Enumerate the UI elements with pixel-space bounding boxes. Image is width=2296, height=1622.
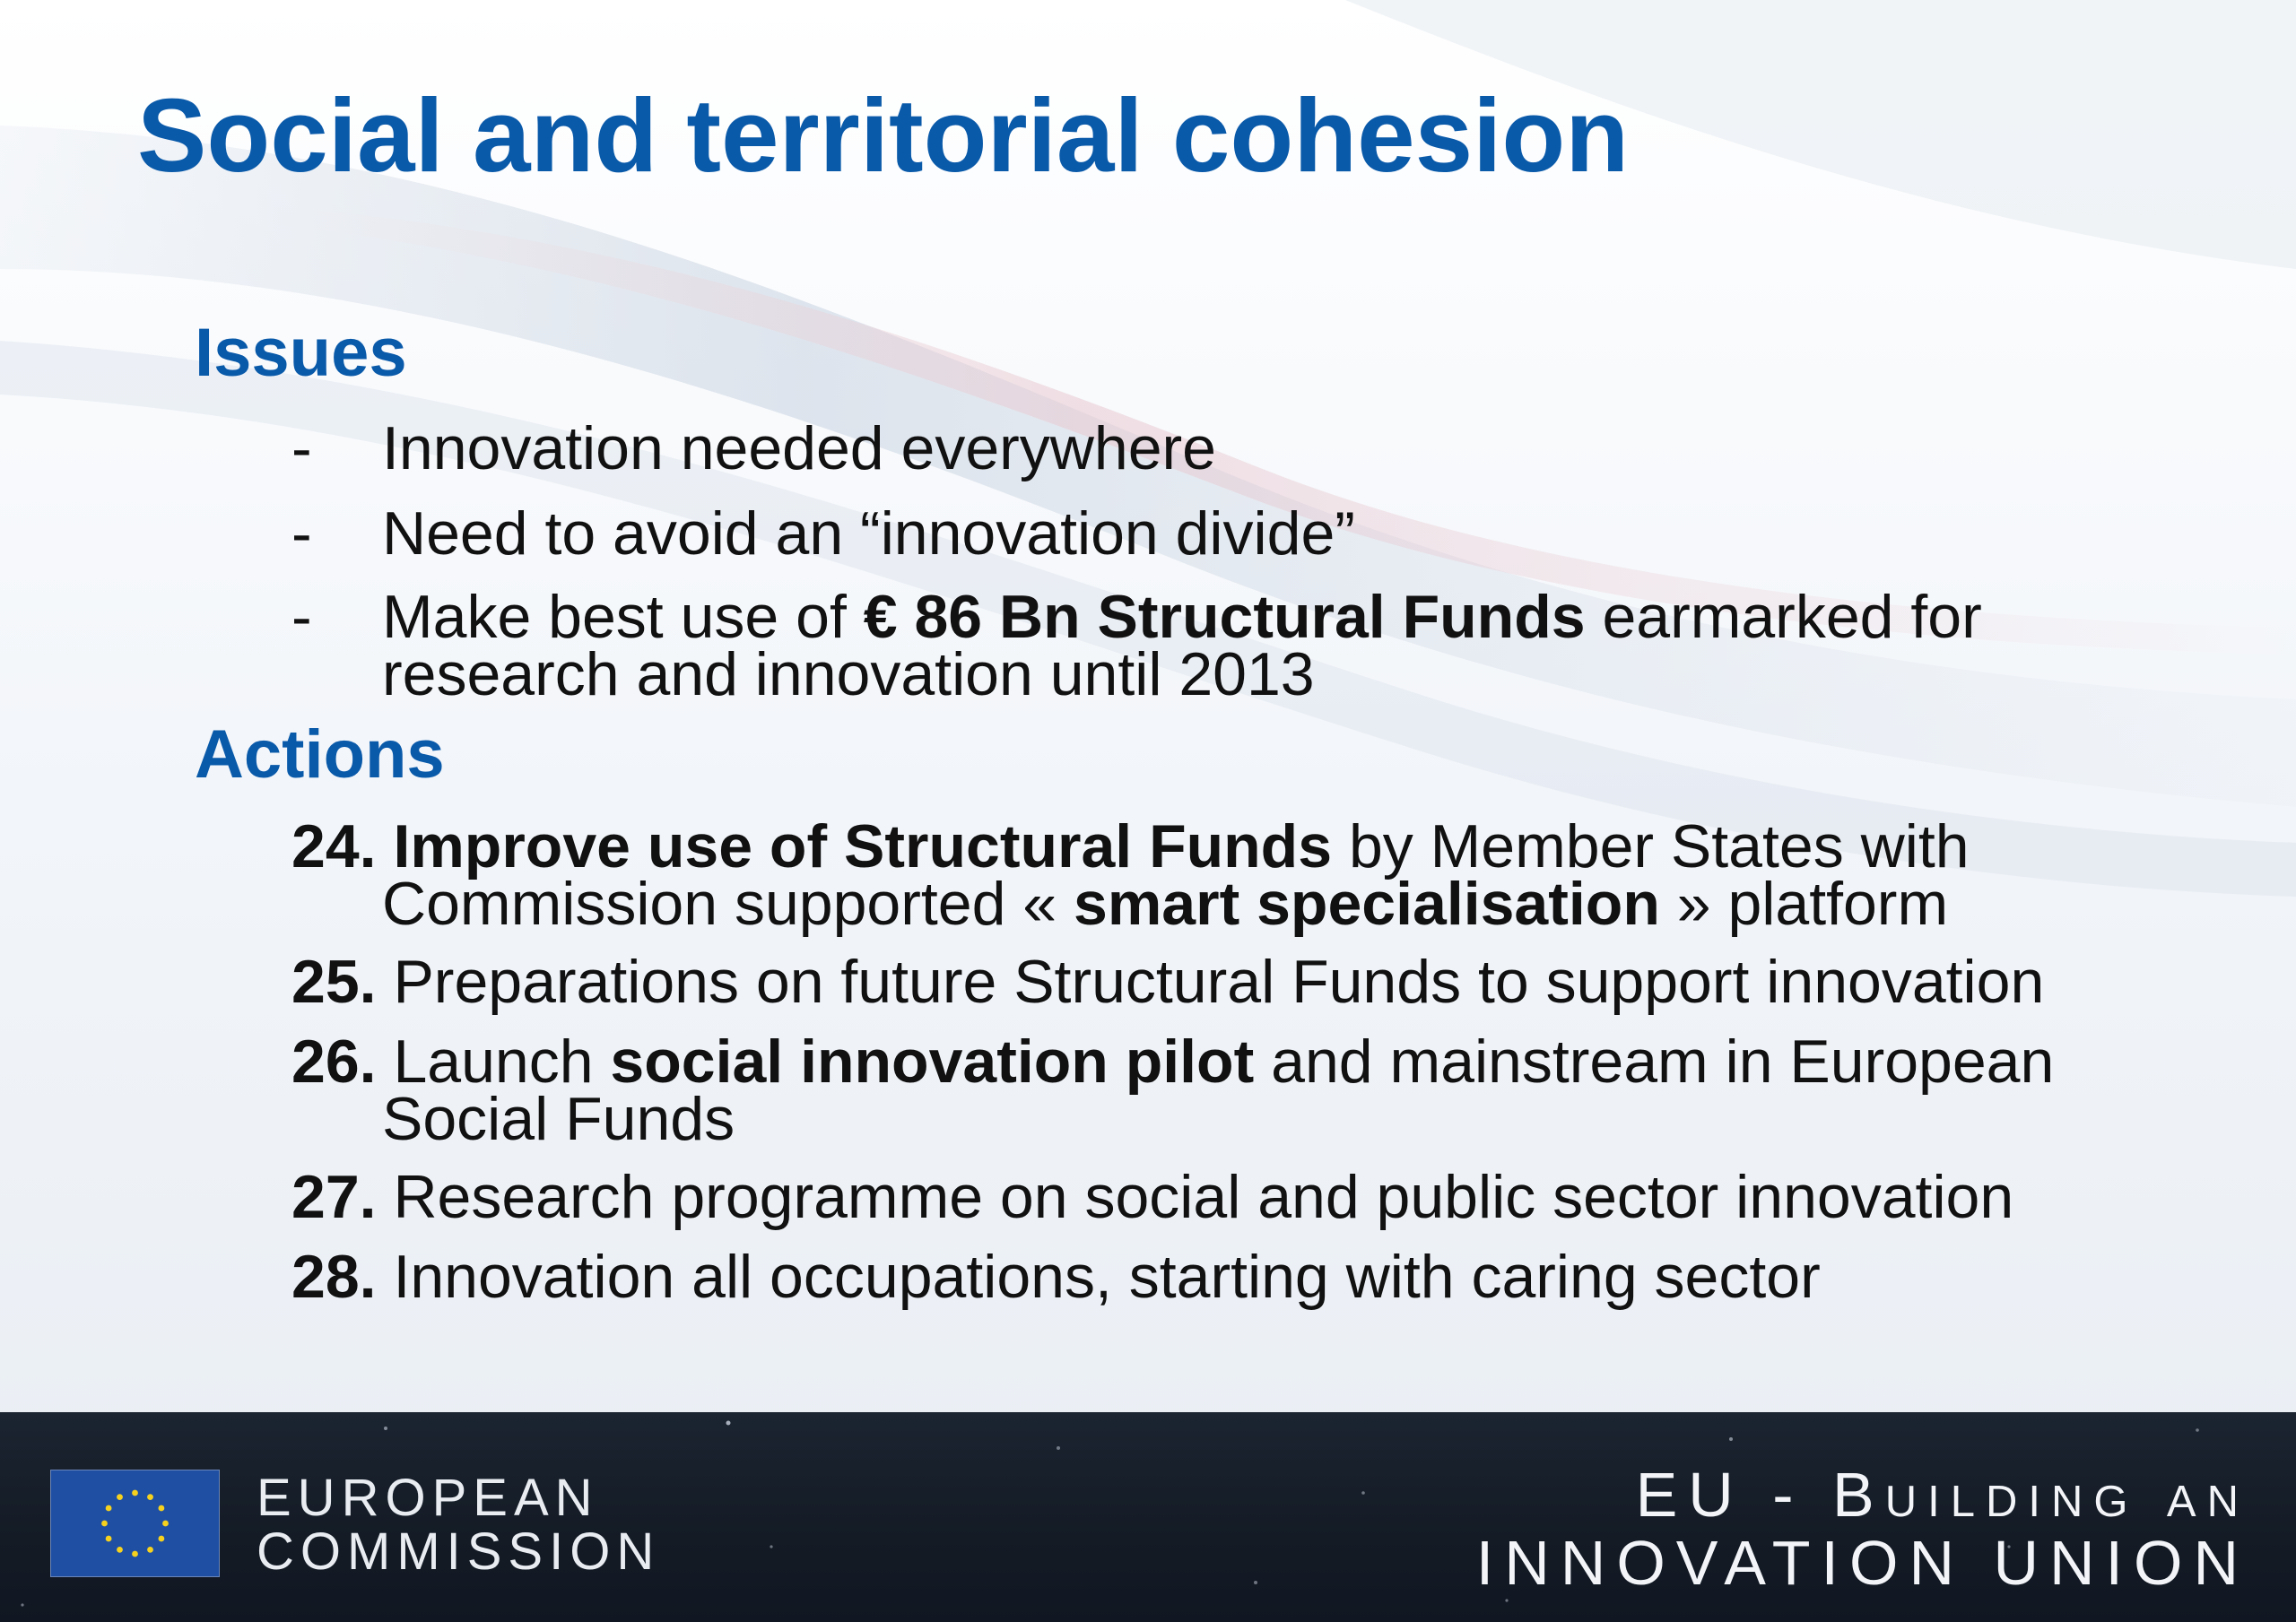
action-item-24 (291, 812, 2085, 938)
tagline-line1: EU - Building an (1635, 1460, 2249, 1530)
issue-text-line2: research and innovation until 2013 (382, 640, 1315, 708)
actions-heading: Actions (195, 716, 445, 793)
action-text: Innovation all occupations, starting with caring sector (393, 1243, 1821, 1311)
eu-flag-icon (50, 1470, 220, 1577)
action-text: by Member States with (1332, 812, 1970, 880)
tagline-line2: INNOVATION UNION (1475, 1528, 2249, 1598)
action-item-26 (291, 1028, 2085, 1153)
action-number: 27. (291, 1163, 377, 1231)
bullet-dash: - (291, 414, 312, 482)
action-text: Preparations on future Structural Funds to support innovation (393, 948, 2045, 1016)
action-text-pre: Launch (393, 1028, 611, 1096)
action-text-line2: Social Funds (382, 1085, 735, 1153)
issue-text (382, 583, 2086, 708)
footer-banner (0, 1412, 2296, 1622)
bullet-dash: - (291, 499, 312, 568)
org-name-line1: EUROPEAN (257, 1469, 599, 1527)
action-text-line2-post: » platform (1659, 870, 1949, 938)
action-number: 25. (291, 948, 377, 1016)
issues-heading: Issues (195, 315, 407, 391)
issue-text-post: earmarked for (1585, 583, 1982, 651)
action-emphasis-line2: smart specialisation (1074, 870, 1660, 938)
action-text: Research programme on social and public sector innovation (393, 1163, 2014, 1231)
action-emphasis: Improve use of Structural Funds (393, 812, 1333, 880)
action-emphasis: social innovation pilot (610, 1028, 1255, 1096)
action-number: 28. (291, 1243, 377, 1311)
issue-text-emphasis: € 86 Bn Structural Funds (863, 583, 1586, 651)
page-title: Social and territorial cohesion (137, 77, 1630, 194)
innovation-union-tagline (1476, 1461, 2249, 1597)
action-text-line2-pre: Commission supported « (382, 870, 1074, 938)
action-item-28 (291, 1243, 2085, 1311)
issue-text: Innovation needed everywhere (382, 414, 1216, 482)
bullet-dash: - (291, 583, 312, 651)
action-item-25 (291, 948, 2085, 1016)
org-name-line2: COMMISSION (257, 1522, 661, 1581)
action-text: and mainstream in European (1254, 1028, 2055, 1096)
action-number: 24. (291, 812, 377, 880)
action-text-line2 (291, 870, 2085, 938)
issue-text: Need to avoid an “innovation divide” (382, 499, 1355, 568)
european-commission-logo-text (257, 1471, 660, 1579)
action-item-27 (291, 1163, 2085, 1231)
action-number: 26. (291, 1028, 377, 1096)
issue-text-pre: Make best use of (382, 583, 864, 651)
